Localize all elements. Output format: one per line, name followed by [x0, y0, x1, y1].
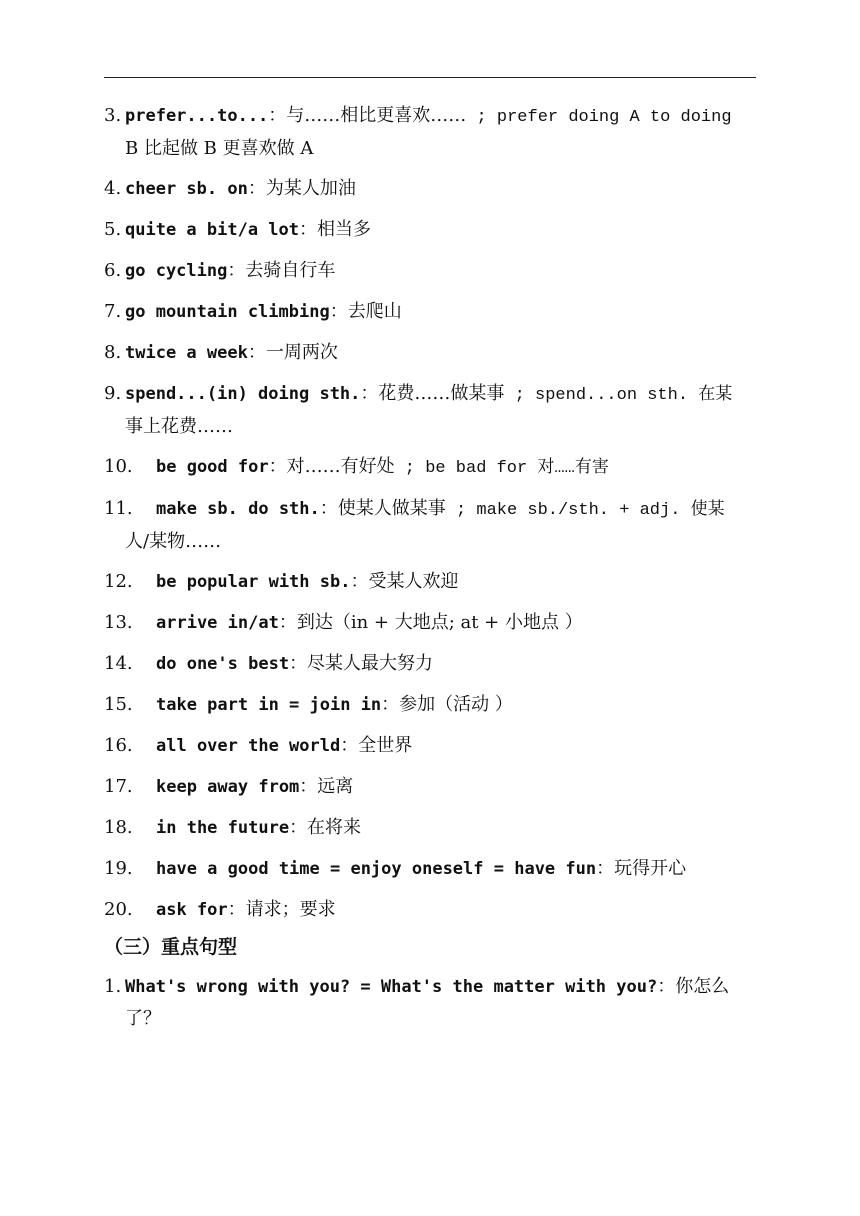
item-number: 17.: [104, 776, 133, 797]
item-number: 4.: [104, 178, 122, 199]
item-number: 19.: [104, 858, 133, 879]
phrase-note: ; be bad for 对……有害: [394, 459, 609, 478]
phrase-en: be good for: [156, 457, 269, 477]
item-number: 12.: [104, 571, 133, 592]
phrase-continuation: 事上花费……: [125, 416, 233, 437]
sentence-item: [104, 971, 759, 1034]
phrase-zh: ：全世界: [340, 735, 413, 756]
phrase-en: quite a bit/a lot: [125, 220, 299, 240]
list-item: [104, 378, 759, 442]
item-number: 6.: [104, 260, 122, 281]
phrase-zh: ：使某人做某事: [319, 498, 446, 519]
sentence-en: What's wrong with you? = What's the matter with you?: [125, 977, 658, 997]
list-item: [104, 730, 759, 762]
phrase-zh: ：尽某人最大努力: [289, 653, 434, 674]
list-item: [104, 689, 759, 721]
list-item: [104, 566, 759, 598]
item-number: 1.: [104, 976, 122, 997]
section-heading: （三）重点句型: [104, 936, 238, 958]
phrase-en: prefer...to...: [125, 106, 269, 126]
list-item: [104, 812, 759, 844]
phrase-en: keep away from: [156, 777, 300, 797]
phrase-zh: ：去骑自行车: [227, 260, 336, 281]
list-item: [104, 648, 759, 680]
phrase-en: be popular with sb.: [156, 572, 351, 592]
phrase-en: arrive in/at: [156, 613, 279, 633]
phrase-zh: ：为某人加油: [247, 178, 356, 199]
phrase-en: take part in = join in: [156, 695, 382, 715]
phrase-zh: ：一周两次: [247, 342, 338, 363]
list-item: [104, 607, 759, 639]
phrase-en: have a good time = enjoy oneself = have fun: [156, 859, 597, 879]
phrase-note: ; spend...on sth. 在某: [504, 386, 733, 405]
item-number: 20.: [104, 899, 133, 920]
phrase-en: make sb. do sth.: [156, 499, 320, 519]
phrase-en: ask for: [156, 900, 228, 920]
header-rule: [104, 77, 756, 78]
item-number: 18.: [104, 817, 133, 838]
item-number: 10.: [104, 456, 133, 477]
phrase-en: go cycling: [125, 261, 228, 281]
phrase-zh: ：与……相比更喜欢……: [268, 105, 467, 126]
sentence-continuation: 了？: [125, 1008, 161, 1029]
phrase-zh: ：玩得开心: [596, 858, 687, 879]
item-number: 8.: [104, 342, 122, 363]
list-item: [104, 493, 759, 557]
item-number: 15.: [104, 694, 133, 715]
list-item: [104, 255, 759, 287]
phrase-continuation: B 比起做 B 更喜欢做 A: [125, 138, 314, 159]
item-number: 7.: [104, 301, 122, 322]
item-number: 5.: [104, 219, 122, 240]
phrase-en: twice a week: [125, 343, 248, 363]
phrase-en: all over the world: [156, 736, 341, 756]
phrase-en: cheer sb. on: [125, 179, 248, 199]
phrase-zh: ：相当多: [299, 219, 371, 240]
list-item: [104, 337, 759, 369]
phrase-en: in the future: [156, 818, 290, 838]
list-item: [104, 173, 759, 205]
phrase-zh: ：到达（in + 大地点; at + 小地点 ）: [278, 612, 583, 633]
phrase-note: ; make sb./sth. + adj. 使某: [445, 501, 725, 520]
list-item: [104, 100, 759, 164]
phrase-zh: ：花费……做某事: [360, 383, 505, 404]
phrase-en: do one's best: [156, 654, 290, 674]
item-number: 11.: [104, 498, 133, 519]
phrase-zh: ：请求；要求: [227, 899, 336, 920]
phrase-zh: ：在将来: [289, 817, 362, 838]
list-item: [104, 451, 759, 484]
phrase-zh: ：对……有好处: [268, 456, 395, 477]
phrase-zh: ：参加（活动 ）: [381, 694, 513, 715]
phrase-continuation: 人/某物……: [125, 531, 222, 552]
phrase-zh: ：受某人欢迎: [350, 571, 459, 592]
phrase-en: spend...(in) doing sth.: [125, 384, 361, 404]
phrase-zh: ：远离: [299, 776, 354, 797]
list-item: [104, 296, 759, 328]
list-item: [104, 894, 759, 926]
phrase-en: go mountain climbing: [125, 302, 330, 322]
item-number: 14.: [104, 653, 133, 674]
item-number: 16.: [104, 735, 133, 756]
phrase-list: [104, 100, 759, 926]
item-number: 13.: [104, 612, 133, 633]
item-number: 3.: [104, 105, 122, 126]
list-item: [104, 214, 759, 246]
list-item: [104, 853, 759, 885]
sentence-zh: ：你怎么: [657, 976, 730, 997]
phrase-note: ; prefer doing A to doing: [466, 108, 732, 127]
item-number: 9.: [104, 383, 122, 404]
list-item: [104, 771, 759, 803]
phrase-zh: ：去爬山: [329, 301, 402, 322]
